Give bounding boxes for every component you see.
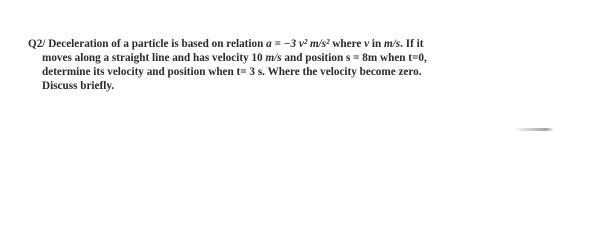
text-segment: Deceleration of a particle is based on relation — [48, 38, 267, 50]
variable: v — [364, 38, 370, 50]
question-label: Q2/ — [28, 38, 46, 50]
unit: m/s — [265, 52, 282, 64]
scan-mark — [514, 128, 554, 131]
text-segment: moves along a straight line and has velocity 10 — [42, 52, 266, 64]
text-segment: . If it — [400, 38, 424, 50]
text-segment: in — [369, 38, 384, 50]
equation: a = −3 v² m/s² — [266, 38, 330, 50]
question-line-4: Discuss briefly. — [42, 80, 115, 92]
unit: m/s — [384, 38, 401, 50]
text-segment: and position s = 8m when t=0, — [281, 52, 427, 64]
text-segment: where — [329, 38, 365, 50]
question-line-3: determine its velocity and position when t= 3 s. Where the velocity become zero. — [42, 66, 422, 78]
question-text — [28, 37, 588, 93]
question-line-1 — [28, 37, 588, 51]
question-line-2 — [28, 51, 588, 65]
